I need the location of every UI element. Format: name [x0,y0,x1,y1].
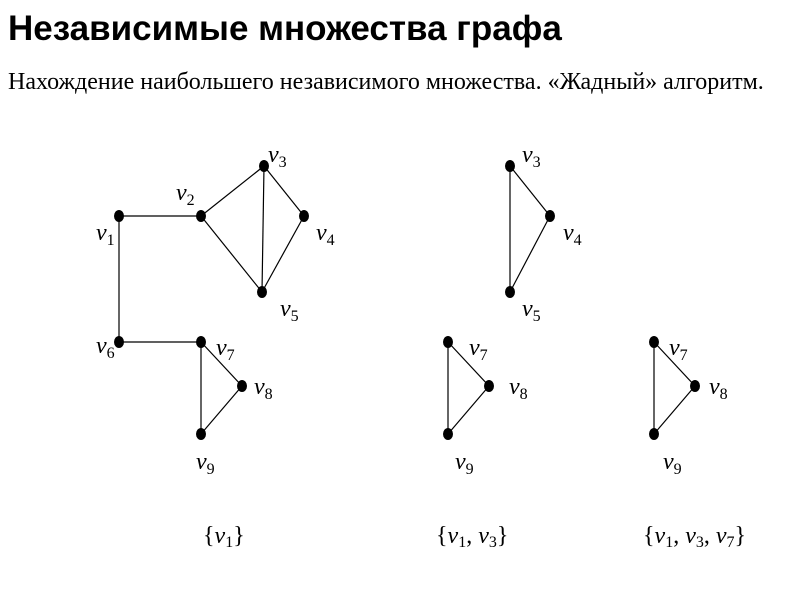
edge-v3-v4 [264,166,304,216]
vertex-label-v8: $v_8$ [509,374,528,403]
vertex-v3 [505,160,515,172]
vertex-label-v3: $v_3$ [268,142,287,171]
vertex-v9 [196,428,206,440]
vertex-v7 [649,336,659,348]
set-label-3: {$v_1$, $v_3$, $v_7$} [643,523,747,551]
vertex-label-v1: $v_1$ [96,220,115,249]
vertex-v7 [443,336,453,348]
edge-v2-v3 [201,166,264,216]
vertex-label-v6: $v_6$ [96,333,115,362]
vertex-v8 [690,380,700,392]
vertex-label-v7: $v_7$ [469,335,488,364]
labels-layer [96,142,728,478]
edge-v8-v9 [201,386,242,434]
edge-v3-v4 [510,166,550,216]
vertex-label-v4: $v_4$ [316,220,335,249]
vertex-v2 [196,210,206,222]
vertex-v9 [443,428,453,440]
vertex-label-v5: $v_5$ [522,296,541,325]
edge-v4-v5 [510,216,550,292]
vertex-label-v7: $v_7$ [216,335,235,364]
vertex-label-v8: $v_8$ [254,374,273,403]
vertex-label-v5: $v_5$ [280,296,299,325]
vertex-v5 [505,286,515,298]
vertex-label-v9: $v_9$ [663,449,682,478]
edge-v2-v5 [201,216,262,292]
vertex-v1 [114,210,124,222]
edge-v3-v5 [262,166,264,292]
vertex-label-v3: $v_3$ [522,142,541,171]
vertex-v6 [114,336,124,348]
vertex-v9 [649,428,659,440]
vertex-label-v9: $v_9$ [455,449,474,478]
vertex-v8 [237,380,247,392]
edge-v8-v9 [448,386,489,434]
vertex-label-v4: $v_4$ [563,220,582,249]
set-label-1: $\{v_1\}$ [203,523,245,551]
vertex-v4 [545,210,555,222]
vertex-label-v7: $v_7$ [669,335,688,364]
edge-v8-v9 [654,386,695,434]
page-subtitle: Нахождение наибольшего независимого множества. «Жадный» алгоритм. [8,69,764,95]
vertex-v4 [299,210,309,222]
vertices-layer [114,160,700,440]
vertex-v5 [257,286,267,298]
vertex-label-v2: $v_2$ [176,180,195,209]
vertex-label-v8: $v_8$ [709,374,728,403]
vertex-v7 [196,336,206,348]
set-label-2: {$v_1$, $v_3$} [436,523,509,551]
edges-layer [119,166,695,434]
edge-v4-v5 [262,216,304,292]
vertex-v8 [484,380,494,392]
page-title: Независимые множества графа [8,9,562,48]
vertex-label-v9: $v_9$ [196,449,215,478]
